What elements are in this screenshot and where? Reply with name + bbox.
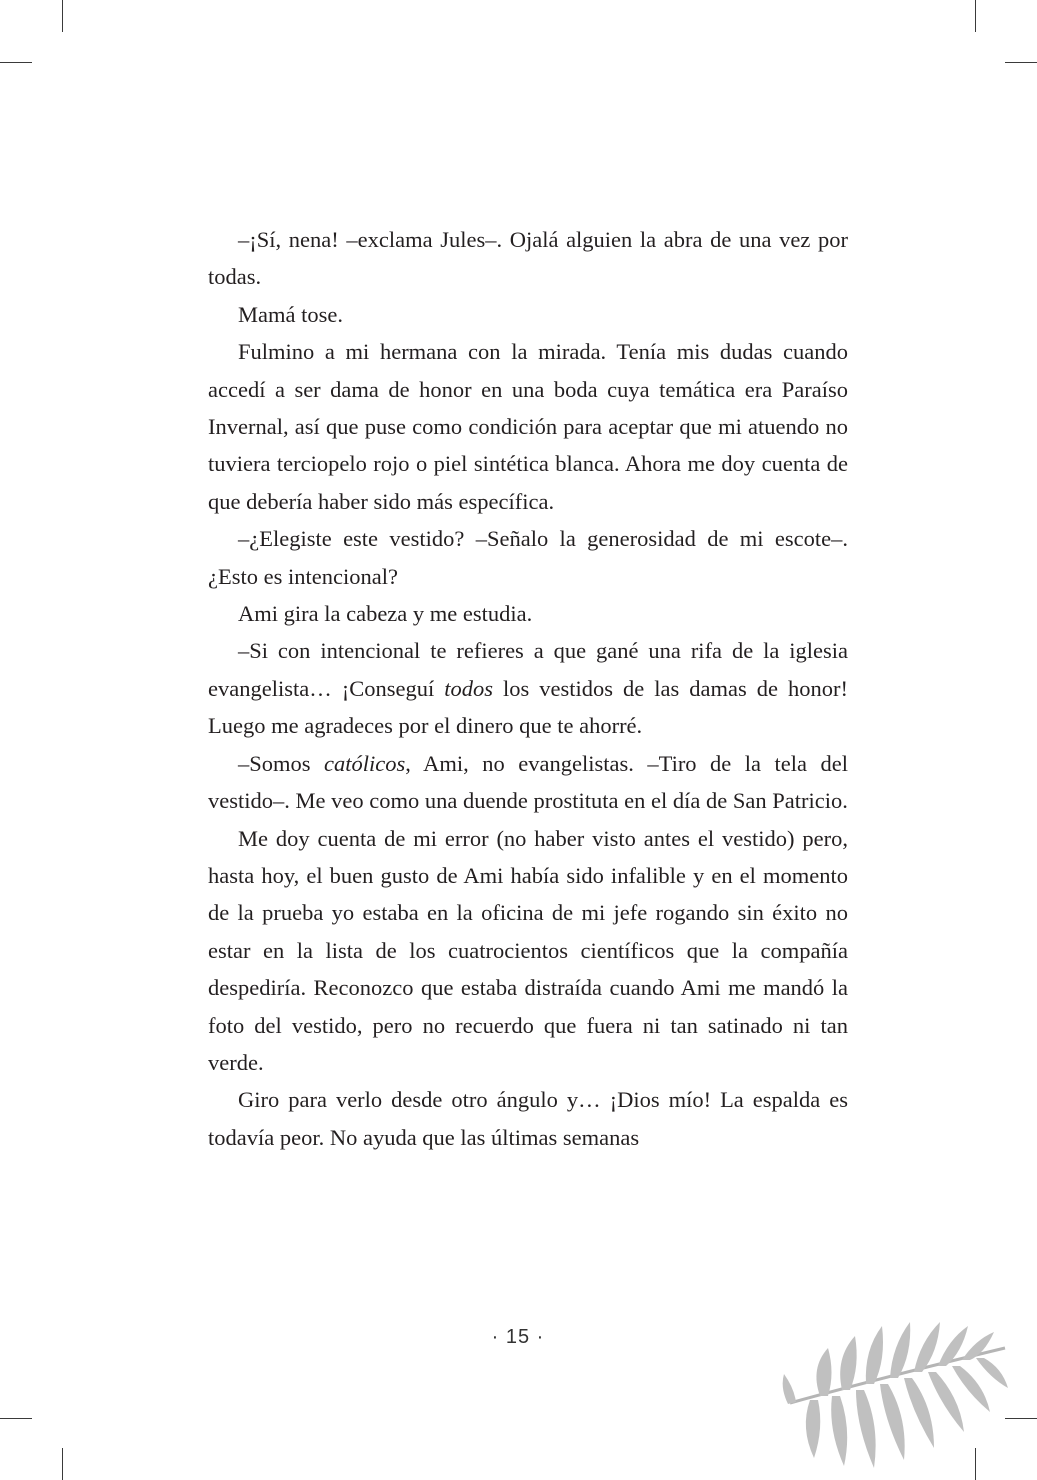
paragraph-text: Mamá tose. [238, 301, 343, 327]
emphasis-text: católicos [324, 750, 406, 776]
paragraph [208, 745, 848, 820]
paragraph-text: Me doy cuenta de mi error (no haber visto antes el vestido) pero, hasta hoy, el buen gusto de Ami había sido infalible y en el momento de la prueba yo estaba en la oficina de mi jefe rogando sin éxito no estar en la lista de los cuatrocientos científicos que la compañía despediría. Reconozco que estaba distraída cuando Ami me mandó la foto del vestido, pero no recuerdo que fuera ni tan satinado ni tan verde. [208, 825, 848, 1075]
emphasis-text: todos [444, 675, 493, 701]
paragraph-text: Ami gira la cabeza y me estudia. [238, 601, 533, 627]
paragraph [208, 520, 848, 595]
paragraph [208, 820, 848, 1082]
paragraph-text: –Somos [238, 750, 325, 776]
paragraph-text: los vestidos de las damas de honor! Luego me agradeces por el dinero que te ahorré. [208, 675, 848, 739]
paragraph [208, 333, 848, 520]
paragraph-text: –Si con intencional te refieres a que gané una rifa de la iglesia evangelista… ¡Conseguí [208, 638, 848, 701]
paragraph-text: Giro para verlo desde otro ángulo y… ¡Dios mío! La espalda es todavía peor. No ayuda que las últimas semanas [208, 1087, 848, 1150]
crop-mark-top-left-horizontal [0, 62, 32, 63]
body-text [208, 221, 848, 1156]
crop-mark-top-left-vertical [62, 0, 63, 32]
crop-mark-top-right-vertical [975, 0, 976, 32]
paragraph-text: , Ami, no evangelistas. –Tiro de la tela del vestido–. Me veo como una duende prostituta en el día de San Patricio. [208, 750, 848, 814]
paragraph [208, 296, 848, 333]
paragraph [208, 632, 848, 744]
paragraph-text: Fulmino a mi hermana con la mirada. Tenía mis dudas cuando accedí a ser dama de honor en una boda cuya temática era Paraíso Invernal, así que puse como condición para aceptar que mi atuendo no tuviera terciopelo rojo o piel sintética blanca. Ahora me doy cuenta de que debería haber sido más específica. [208, 339, 848, 514]
crop-mark-bottom-left-vertical [62, 1448, 63, 1480]
crop-mark-top-right-horizontal [1005, 62, 1037, 63]
crop-mark-bottom-left-horizontal [0, 1418, 32, 1419]
paragraph-text: –¿Elegiste este vestido? –Señalo la generosidad de mi escote–. ¿Esto es intencional? [208, 526, 848, 589]
paragraph [208, 1081, 848, 1156]
paragraph [208, 595, 848, 632]
leaf-illustration [780, 1308, 1010, 1480]
page-number: · 15 · [491, 1326, 545, 1348]
paragraph [208, 221, 848, 296]
paragraph-text: –¡Sí, nena! –exclama Jules–. Ojalá alguien la abra de una vez por todas. [208, 227, 848, 290]
